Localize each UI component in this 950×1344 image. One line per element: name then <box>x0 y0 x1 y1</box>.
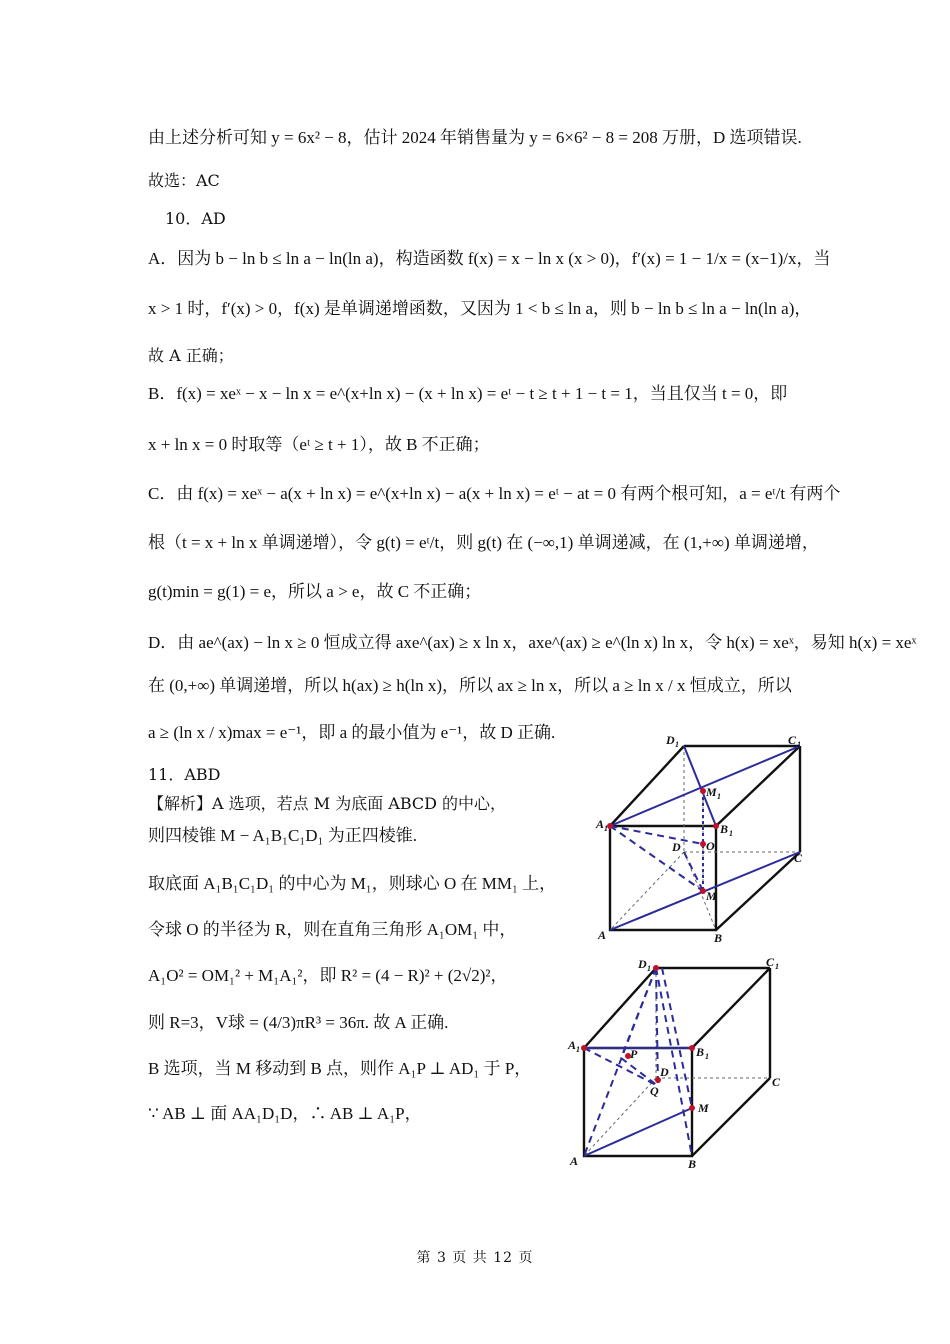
text-line-4: A．因为 b − ln b ≤ ln a − ln(ln a)，构造函数 f(x) = x − ln x (x > 0)，f′(x) = 1 − 1/x = (x−1)/x，当 <box>148 249 831 268</box>
text-line-22: B 选项，当 M 移动到 B 点，则作 A₁P ⊥ AD₁ 于 P， <box>148 1059 532 1078</box>
svg-text:1: 1 <box>729 829 733 838</box>
cube-figure-1 <box>590 734 810 946</box>
label-a1: A <box>596 817 605 831</box>
text-line-9: C．由 f(x) = xeˣ − a(x + ln x) = e^(x+ln x) − a(x + ln x) = eᵗ − at = 0 有两个根可知，a = eᵗ/t 有两个 <box>148 484 841 503</box>
text-line-19: 令球 O 的半径为 R，则在直角三角形 A₁OM₁ 中， <box>148 920 517 939</box>
label-d: D <box>672 840 681 854</box>
label-o: O <box>706 839 715 853</box>
svg-text:1: 1 <box>705 1052 709 1061</box>
text-line-7: B．f(x) = xeˣ − x − ln x = e^(x+ln x) − (x + ln x) = eᵗ − t ≥ t + 1 − t = 1，当且仅当 t = 0，即 <box>148 384 788 403</box>
text-line-21: 则 R=3，V球 = (4/3)πR³ = 36π. 故 A 正确. <box>148 1013 449 1032</box>
label-a1: A <box>568 1038 577 1052</box>
text-line-17: 则四棱锥 M − A₁B₁C₁D₁ 为正四棱锥. <box>148 826 417 845</box>
label-m1: M <box>706 785 717 799</box>
text-line-12: D．由 ae^(ax) − ln x ≥ 0 恒成立得 axe^(ax) ≥ x ln x，axe^(ax) ≥ e^(ln x) ln x，令 h(x) = xeˣ，易知 h(x) = xeˣ <box>148 633 917 652</box>
text-line-10: 根（t = x + ln x 单调递增），令 g(t) = eᵗ/t，则 g(t) 在 (−∞,1) 单调递减，在 (1,+∞) 单调递增， <box>148 533 819 552</box>
label-c: C <box>794 851 803 865</box>
label-c1: C <box>788 734 797 747</box>
label-b1: B <box>696 1045 705 1059</box>
text-line-14: a ≥ (ln x / x)max = e⁻¹，即 a 的最小值为 e⁻¹，故 D 正确. <box>148 723 556 742</box>
text-line-1: 由上述分析可知 y = 6x² − 8，估计 2024 年销售量为 y = 6×6² − 8 = 208 万册，D 选项错误. <box>148 128 802 147</box>
text-line-5: x > 1 时，f′(x) > 0，f(x) 是单调递增函数，又因为 1 < b ≤ ln a，则 b − ln b ≤ ln a − ln(ln a)， <box>148 299 812 318</box>
label-m: M <box>698 1101 709 1115</box>
label-m: M <box>706 889 717 903</box>
label-b: B <box>688 1157 697 1171</box>
page-footer: 第 3 页 共 12 页 <box>416 1250 534 1266</box>
label-b: B <box>714 931 723 945</box>
question-11-heading: 11．ABD <box>148 765 221 784</box>
label-d1: D <box>666 734 675 747</box>
label-q: Q <box>650 1084 659 1098</box>
text-line-23: ∵ AB ⊥ 面 AA₁D₁D，∴ AB ⊥ A₁P， <box>148 1104 422 1123</box>
label-a: A <box>570 1154 579 1168</box>
text-line-13: 在 (0,+∞) 单调递增，所以 h(ax) ≥ h(ln x)，所以 ax ≥ ln x，所以 a ≥ ln x / x 恒成立，所以 <box>148 676 792 695</box>
text-line-6: 故 A 正确； <box>148 346 234 365</box>
svg-text:1: 1 <box>675 740 679 749</box>
text-line-11: g(t)min = g(1) = e，所以 a > e，故 C 不正确； <box>148 582 482 601</box>
label-b1: B <box>720 822 729 836</box>
svg-text:1: 1 <box>775 962 779 971</box>
svg-text:1: 1 <box>717 792 721 801</box>
label-c: C <box>772 1075 781 1089</box>
text-line-16: 【解析】A 选项，若点 M 为底面 ABCD 的中心， <box>148 794 507 813</box>
svg-text:1: 1 <box>647 964 651 973</box>
svg-text:1: 1 <box>604 824 608 833</box>
label-a: A <box>598 928 607 942</box>
svg-text:1: 1 <box>576 1045 580 1054</box>
label-d: D <box>660 1065 669 1079</box>
question-10-heading: 10．AD <box>165 209 226 228</box>
text-line-2: 故选：AC <box>148 171 220 190</box>
svg-text:1: 1 <box>797 740 801 749</box>
label-p: P <box>630 1047 638 1061</box>
label-d1: D <box>638 957 647 971</box>
text-line-18: 取底面 A₁B₁C₁D₁ 的中心为 M₁，则球心 O 在 MM₁ 上， <box>148 874 557 893</box>
text-line-20: A₁O² = OM₁² + M₁A₁²，即 R² = (4 − R)² + (2√2)²， <box>148 966 508 985</box>
text-line-8: x + ln x = 0 时取等（eᵗ ≥ t + 1），故 B 不正确； <box>148 435 490 454</box>
label-c1: C <box>766 955 775 969</box>
cube-figure-2 <box>566 954 796 1174</box>
